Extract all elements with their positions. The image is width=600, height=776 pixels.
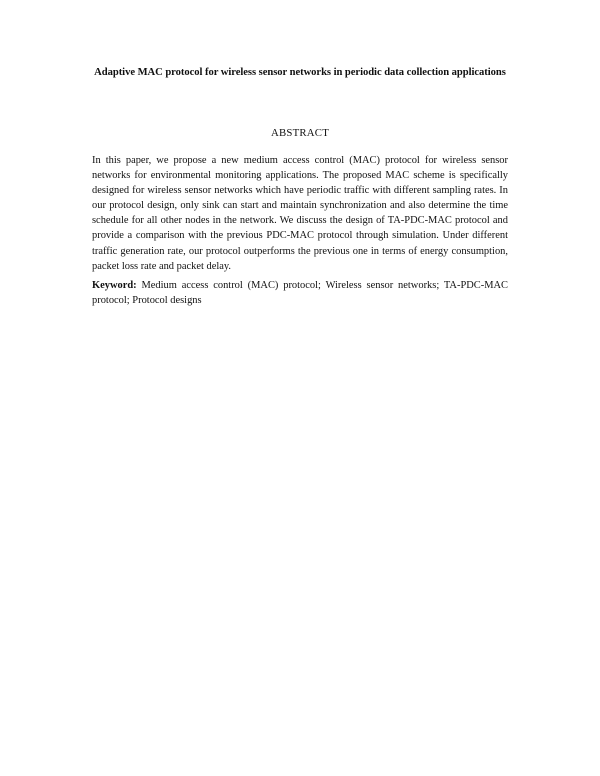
keywords-paragraph xyxy=(92,278,508,308)
abstract-heading: ABSTRACT xyxy=(271,127,329,139)
keyword-list: Medium access control (MAC) protocol; Wireless sensor networks; TA-PDC-MAC protocol; Protocol designs xyxy=(92,280,509,307)
abstract-body: In this paper, we propose a new medium access control (MAC) protocol for wireless sensor networks for environmental monitoring applications. The proposed MAC scheme is specifically designed for wireless sensor networks which have periodic traffic with different sampling rates. In our protocol design, only sink can start and maintain synchronization and also determine the time schedule for all other nodes in the network. We discuss the design of TA-PDC-MAC protocol and provide a comparison with the previous PDC-MAC protocol through simulation. Under different traffic generation rate, our protocol outperforms the previous one in terms of energy consumption, packet loss rate and packet delay. xyxy=(92,155,508,272)
paper-title: Adaptive MAC protocol for wireless sensor networks in periodic data collection applications xyxy=(94,67,506,78)
keyword-label: Keyword: xyxy=(92,280,137,291)
